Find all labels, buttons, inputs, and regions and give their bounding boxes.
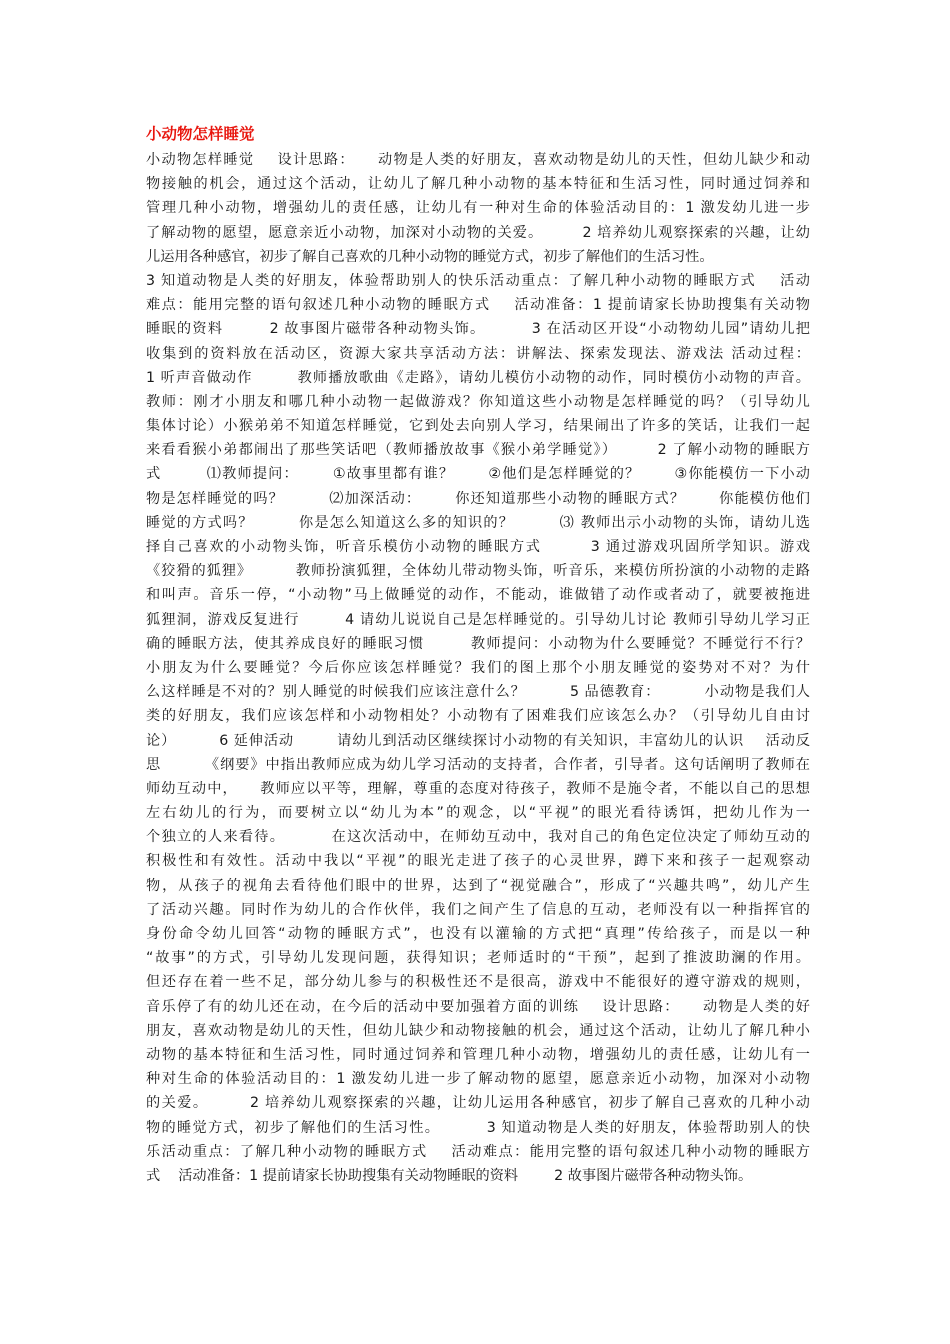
text-line: 左右幼儿的行为，而要树立以“幼儿为本”的观念，以“平视”的眼光看待诱饵，把幼儿作为一 [146, 805, 810, 822]
text-line: 思 《纲要》中指出教师应成为幼儿学习活动的支持者，合作者，引导者。这句话阐明了教师在 [146, 756, 810, 773]
text-line: 身份命令幼儿回答“动物的睡眠方式”，也没有以灌输的方式把“真理”传给孩子，而是以一种 [146, 926, 810, 942]
text-line: 物，从孩子的视角去看待他们眼中的世界，达到了“视觉融合”，形成了“兴趣共鸣”，幼儿产生 [146, 877, 810, 894]
text-line: 式 ⑴教师提问： ①故事里都有谁？ ②他们是怎样睡觉的？ ③你能模仿一下小动 [146, 466, 810, 483]
text-line: 3 知道动物是人类的好朋友，体验帮助别人的快乐活动重点：了解几种小动物的睡眠方式 活动 [146, 272, 810, 289]
document-text [146, 148, 810, 1188]
text-line: 论） 6 延伸活动 请幼儿到活动区继续探讨小动物的有关知识，丰富幼儿的认识 活动反 [146, 732, 810, 749]
text-line: 难点：能用完整的语句叙述几种小动物的睡眠方式 活动准备：1 提前请家长协助搜集有关动物 [146, 297, 810, 314]
text-line: 择自己喜欢的小动物头饰，听音乐模仿小动物的睡眠方式 3 通过游戏巩固所学知识。游戏 [146, 539, 810, 555]
text-line: 积极性和有效性。活动中我以“平视”的眼光走进了孩子的心灵世界，蹲下来和孩子一起观察动 [146, 853, 810, 870]
text-line: 但还存在着一些不足，部分幼儿参与的积极性还不是很高，游戏中不能很好的遵守游戏的规则， [146, 974, 810, 991]
text-line: 狐狸洞，游戏反复进行 4 请幼儿说说自己是怎样睡觉的。引导幼儿讨论 教师引导幼儿学习正 [146, 611, 810, 628]
document-body [146, 120, 810, 1188]
text-line: 个独立的人来看待。 在这次活动中，在师幼互动中，我对自己的角色定位决定了师幼互动的 [146, 829, 810, 846]
text-line: 的关爱。 2 培养幼儿观察探索的兴趣，让幼儿运用各种感官，初步了解自己喜欢的几种小动 [146, 1095, 810, 1112]
text-line: 和叫声。音乐一停，“小动物”马上做睡觉的动作，不能动，谁做错了动作或者动了，就要被拖进 [146, 587, 810, 604]
text-line: 睡觉的方式吗？ 你是怎么知道这么多的知识的？ ⑶ 教师出示小动物的头饰，请幼儿选 [146, 514, 810, 531]
text-line: 么这样睡是不对的？别人睡觉的时候我们应该注意什么？ 5 品德教育： 小动物是我们人 [146, 684, 810, 701]
text-line: 1 听声音做动作 教师播放歌曲《走路》，请幼儿模仿小动物的动作，同时模仿小动物的声音。 [146, 369, 810, 386]
text-line: 朋友，喜欢动物是幼儿的天性，但幼儿缺少和动物接触的机会，通过这个活动，让幼儿了解几种小 [146, 1022, 810, 1039]
text-line: 动物的基本特征和生活习性，同时通过饲养和管理几种小动物，增强幼儿的责任感，让幼儿有一 [146, 1046, 810, 1063]
text-line: 乐活动重点：了解几种小动物的睡眠方式 活动难点：能用完整的语句叙述几种小动物的睡眠方 [146, 1143, 810, 1160]
text-line: 类的好朋友，我们应该怎样和小动物相处？小动物有了困难我们应该怎么办？（引导幼儿自由讨 [146, 708, 810, 725]
text-line: 管理几种小动物，增强幼儿的责任感，让幼儿有一种对生命的体验活动目的：1 激发幼儿进一步 [146, 200, 810, 217]
text-line: 师幼互动中， 教师应以平等，理解，尊重的态度对待孩子，教师不是施令者，不能以自己的思想 [146, 780, 810, 797]
text-line: 儿运用各种感官，初步了解自己喜欢的几种小动物的睡觉方式，初步了解他们的生活习性。 [146, 248, 714, 265]
text-line: 教师：刚才小朋友和哪几种小动物一起做游戏？你知道这些小动物是怎样睡觉的吗？（引导幼儿 [146, 393, 810, 410]
text-line: 物接触的机会，通过这个活动，让幼儿了解几种小动物的基本特征和生活习性，同时通过饲养和 [146, 176, 810, 193]
text-line: 《狡猾的狐狸》 教师扮演狐狸，全体幼儿带动物头饰，听音乐，来模仿所扮演的小动物的走路 [146, 563, 810, 580]
text-line: 小朋友为什么要睡觉？今后你应该怎样睡觉？我们的图上那个小朋友睡觉的姿势对不对？为什 [146, 659, 810, 676]
text-line: 收集到的资料放在活动区，资源大家共享活动方法：讲解法、探索发现法、游戏法 活动过程： [146, 345, 810, 362]
text-line: 了解动物的愿望，愿意亲近小动物，加深对小动物的关爱。 2 培养幼儿观察探索的兴趣，让幼 [146, 224, 810, 241]
text-line: “故事”的方式，引导幼儿发现问题，获得知识；老师适时的“干预”，起到了推波助澜的作用。 [146, 950, 810, 967]
text-line: 了活动兴趣。同时作为幼儿的合作伙伴，我们之间产生了信息的互动，老师没有以一种指挥官的 [146, 901, 810, 918]
text-line: 小动物怎样睡觉 设计思路： 动物是人类的好朋友，喜欢动物是幼儿的天性，但幼儿缺少和动 [146, 152, 810, 168]
text-line: 睡眠的资料 2 故事图片磁带各种动物头饰。 3 在活动区开设“小动物幼儿园”请幼儿把 [146, 321, 810, 338]
text-line: 确的睡眠方法，使其养成良好的睡眠习惯 教师提问：小动物为什么要睡觉？不睡觉行不行？ [146, 635, 810, 652]
text-line: 种对生命的体验活动目的：1 激发幼儿进一步了解动物的愿望，愿意亲近小动物，加深对小动物 [146, 1071, 810, 1088]
document-title: 小动物怎样睡觉 [146, 125, 255, 143]
text-line: 集体讨论）小猴弟弟不知道怎样睡觉，它到处去向别人学习，结果闹出了许多的笑话，让我们一起 [146, 418, 810, 435]
text-line: 音乐停了有的幼儿还在动，在今后的活动中要加强着方面的训练 设计思路： 动物是人类的好 [146, 998, 810, 1015]
text-line: 来看看猴小弟都闹出了那些笑话吧（教师播放故事《猴小弟学睡觉》） 2 了解小动物的睡眠方 [146, 442, 810, 459]
text-line: 物是怎样睡觉的吗？ ⑵加深活动： 你还知道那些小动物的睡眠方式？ 你能模仿他们 [146, 490, 810, 507]
text-line: 物的睡觉方式，初步了解他们的生活习性。 3 知道动物是人类的好朋友，体验帮助别人的快 [146, 1119, 810, 1136]
text-line: 式 活动准备：1 提前请家长协助搜集有关动物睡眠的资料 2 故事图片磁带各种动物头饰。 [146, 1167, 753, 1184]
